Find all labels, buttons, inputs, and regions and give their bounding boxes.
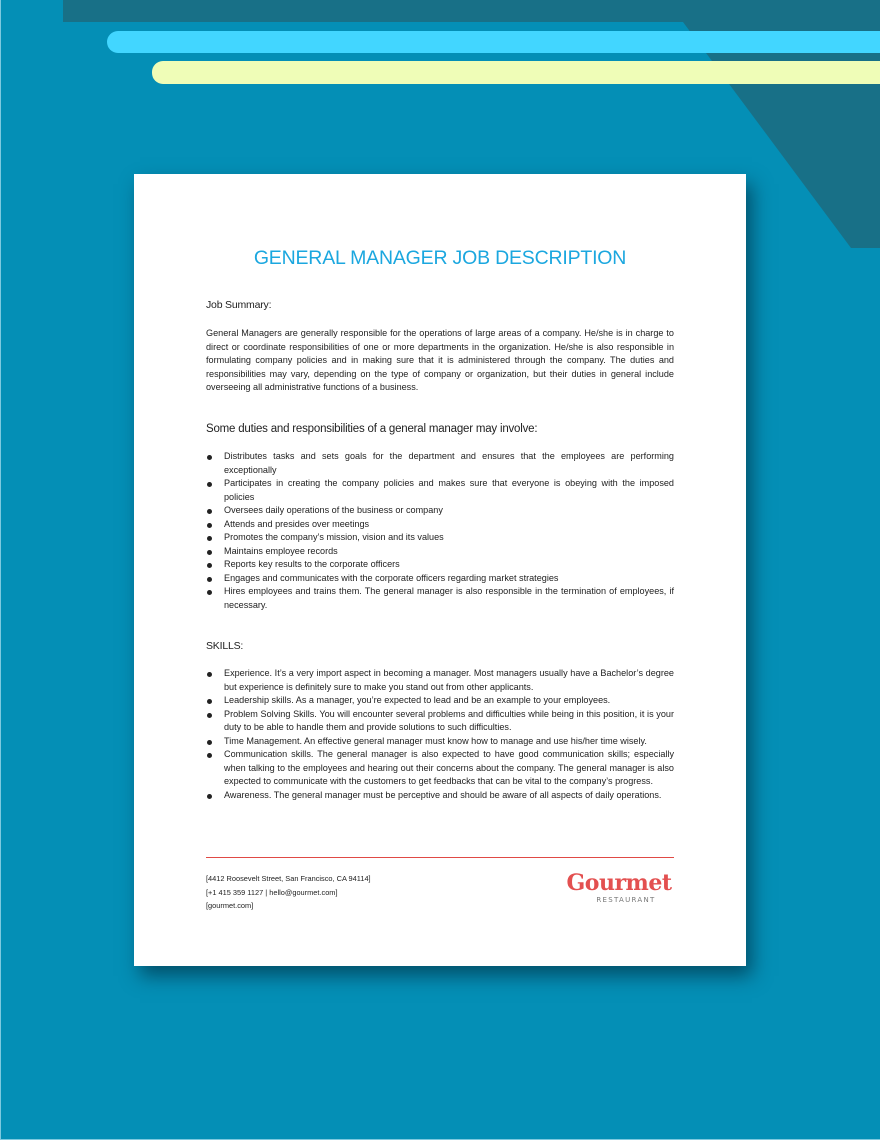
logo-wordmark: Gourmet	[566, 870, 672, 896]
bullet-icon	[207, 455, 212, 460]
bullet-icon	[207, 699, 212, 704]
skills-heading: SKILLS:	[206, 640, 244, 652]
footer-website: [gourmet.com]	[206, 901, 254, 910]
job-summary-heading: Job Summary:	[206, 299, 272, 311]
document-page	[134, 174, 746, 966]
skill-item: Problem Solving Skills. You will encounter several problems and difficulties while being in this position, it is your duty to be able to handle them and provide solutions to such difficulties.	[206, 708, 674, 735]
bullet-icon	[207, 713, 212, 718]
bullet-icon	[207, 509, 212, 514]
duty-item: Oversees daily operations of the business or company	[206, 504, 674, 518]
footer-phone-email: [+1 415 359 1127 | hello@gourmet.com]	[206, 887, 338, 897]
duty-item: Distributes tasks and sets goals for the department and ensures that the employees are performing exceptionally	[206, 450, 674, 477]
footer-contact-block	[206, 872, 371, 913]
bullet-icon	[207, 753, 212, 758]
skill-item: Communication skills. The general manager is also expected to have good communication skills; especially when talking to the employees and hearing out their concerns about the company. The general manager is also expected to communicate with the customers to get feedbacks that can be vital to the company’s progress.	[206, 748, 674, 789]
decorative-cyan-bar	[107, 31, 880, 53]
footer-divider	[206, 857, 674, 858]
skill-item: Experience. It’s a very import aspect in becoming a manager. Most managers usually have a Bachelor’s degree but experience is definitely sure to make you stand out from other applicants.	[206, 667, 674, 694]
duty-item: Engages and communicates with the corporate officers regarding market strategies	[206, 572, 674, 586]
gourmet-logo	[564, 872, 674, 904]
skill-item: Time Management. An effective general manager must know how to manage and use his/her time wisely.	[206, 735, 674, 749]
document-title: GENERAL MANAGER JOB DESCRIPTION	[253, 247, 627, 269]
bullet-icon	[207, 482, 212, 487]
bullet-icon	[207, 590, 212, 595]
duty-item: Reports key results to the corporate officers	[206, 558, 674, 572]
logo-subtitle: RESTAURANT	[596, 896, 656, 904]
skill-item: Awareness. The general manager must be perceptive and should be aware of all aspects of daily operations.	[206, 789, 674, 803]
skill-item: Leadership skills. As a manager, you’re expected to lead and be an example to your employees.	[206, 694, 674, 708]
decorative-yellow-bar	[152, 61, 880, 84]
bullet-icon	[207, 794, 212, 799]
bullet-icon	[207, 577, 212, 582]
bullet-icon	[207, 536, 212, 541]
bullet-icon	[207, 740, 212, 745]
duty-item: Hires employees and trains them. The general manager is also responsible in the termination of employees, if necessary.	[206, 585, 674, 612]
bullet-icon	[207, 550, 212, 555]
duty-item: Maintains employee records	[206, 545, 674, 559]
duty-item: Attends and presides over meetings	[206, 518, 674, 532]
duty-item: Promotes the company’s mission, vision and its values	[206, 531, 674, 545]
bullet-icon	[207, 523, 212, 528]
duties-list	[206, 450, 674, 612]
job-summary-text: General Managers are generally responsible for the operations of large areas of a company. He/she is in charge to direct or coordinate responsibilities of one or more departments in the organization. He/she is also responsible in formulating company policies and in making sure that it is administered through the company. The duties and responsibilities may vary, depending on the type of company or organization, but their duties in general include overseeing all administrative functions of a business.	[206, 328, 674, 392]
skills-list	[206, 667, 674, 802]
bullet-icon	[207, 672, 212, 677]
duty-item: Participates in creating the company policies and makes sure that everyone is obeying with the imposed policies	[206, 477, 674, 504]
bullet-icon	[207, 563, 212, 568]
footer-address: [4412 Roosevelt Street, San Francisco, CA 94114]	[206, 874, 371, 883]
duties-heading: Some duties and responsibilities of a general manager may involve:	[206, 423, 538, 435]
